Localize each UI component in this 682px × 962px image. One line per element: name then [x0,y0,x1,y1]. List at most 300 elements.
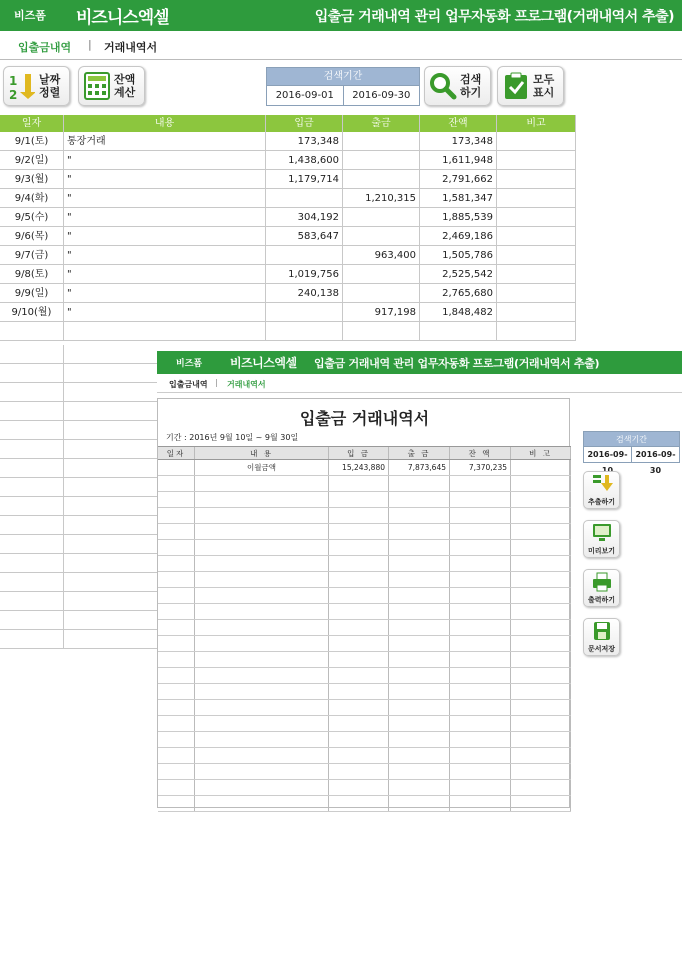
empty-row [0,364,157,383]
extract-icon [584,472,619,496]
st-empty-cell[interactable] [329,492,389,507]
cell-date[interactable] [0,322,64,340]
st-empty-cell[interactable] [450,684,511,699]
empty-cell[interactable] [0,554,64,572]
st-empty-cell[interactable] [195,716,329,731]
st-empty-cell[interactable] [158,796,195,811]
sort-by-date-button[interactable] [3,66,70,106]
statement-empty-row [158,684,571,700]
st-empty-cell[interactable] [511,588,571,603]
st-empty-cell[interactable] [158,476,195,491]
st-empty-cell[interactable] [195,508,329,523]
st-empty-cell[interactable] [329,588,389,603]
cell-balance[interactable]: 1,848,482 [420,303,497,321]
empty-row [0,573,157,592]
st-empty-cell[interactable] [158,620,195,635]
statement-empty-row [158,636,571,652]
empty-cell[interactable] [0,611,64,629]
statement-tab-separator: | [215,378,218,387]
st-empty-cell[interactable] [329,604,389,619]
statement-tab-deposit-withdrawal[interactable]: 입출금내역 [169,380,208,389]
cell-deposit[interactable] [266,303,343,321]
table-row [0,284,576,303]
cell-description[interactable]: " [64,303,266,321]
cell-balance[interactable]: 2,791,662 [420,170,497,188]
st-empty-cell[interactable] [511,524,571,539]
st-cell-date[interactable] [158,460,195,475]
st-empty-cell[interactable] [158,604,195,619]
table-row [0,227,576,246]
cell-date[interactable]: 9/6(목) [0,227,64,245]
st-empty-cell[interactable] [195,588,329,603]
st-empty-cell[interactable] [195,524,329,539]
col-balance: 잔액 [420,115,497,132]
balance-calc-button[interactable] [78,66,145,106]
cell-date[interactable]: 9/2(일) [0,151,64,169]
empty-row [0,516,157,535]
statement-empty-row [158,780,571,796]
st-empty-cell[interactable] [329,620,389,635]
st-empty-cell[interactable] [158,540,195,555]
empty-cell[interactable] [0,440,64,458]
cell-balance[interactable]: 173,348 [420,132,497,150]
cell-date[interactable]: 9/10(월) [0,303,64,321]
table-row [0,246,576,265]
st-empty-cell[interactable] [450,588,511,603]
st-empty-cell[interactable] [158,764,195,779]
cell-note[interactable] [497,227,576,245]
cell-note[interactable] [497,170,576,188]
st-empty-cell[interactable] [389,476,450,491]
st-empty-cell[interactable] [450,700,511,715]
st-empty-cell[interactable] [450,492,511,507]
cell-deposit[interactable] [266,246,343,264]
st-empty-cell[interactable] [389,492,450,507]
balance-label-1: 잔액 [114,73,136,86]
empty-row [0,440,157,459]
cell-withdrawal[interactable] [343,322,420,340]
tab-deposit-withdrawal[interactable]: 입출금내역 [18,41,72,54]
empty-row [0,592,157,611]
balance-label-2: 계산 [114,86,136,99]
cell-date[interactable]: 9/1(토) [0,132,64,150]
st-empty-cell[interactable] [450,764,511,779]
svg-text:1: 1 [9,74,18,88]
st-empty-cell[interactable] [511,636,571,651]
st-cell-balance[interactable]: 7,370,235 [450,460,511,475]
ledger-table [0,115,576,341]
app-title: 입출금 거래내역 관리 업무자동화 프로그램(거래내역서 추출) [314,9,674,25]
empty-row [0,459,157,478]
st-empty-cell[interactable] [329,764,389,779]
printer-icon [584,570,619,594]
extract-label: 추출하기 [587,498,616,506]
empty-row [0,535,157,554]
empty-cell[interactable] [0,592,64,610]
cell-date[interactable]: 9/4(화) [0,189,64,207]
st-empty-cell[interactable] [450,476,511,491]
cell-note[interactable] [497,265,576,283]
st-cell-description[interactable]: 이월금액 [195,460,329,475]
cell-date[interactable]: 9/7(금) [0,246,64,264]
st-empty-cell[interactable] [511,476,571,491]
st-empty-cell[interactable] [195,492,329,507]
st-col-deposit: 입 금 [329,447,389,459]
st-empty-cell[interactable] [389,652,450,667]
st-empty-cell[interactable] [195,540,329,555]
st-cell-deposit[interactable]: 15,243,880 [329,460,389,475]
st-empty-cell[interactable] [195,684,329,699]
st-empty-cell[interactable] [329,716,389,731]
st-empty-cell[interactable] [195,620,329,635]
cell-date[interactable]: 9/5(수) [0,208,64,226]
st-empty-cell[interactable] [389,620,450,635]
st-empty-cell[interactable] [511,508,571,523]
cell-description[interactable]: " [64,284,266,302]
st-empty-cell[interactable] [158,508,195,523]
st-empty-cell[interactable] [511,748,571,763]
empty-cell[interactable] [0,402,64,420]
st-empty-cell[interactable] [195,764,329,779]
empty-cell[interactable] [0,497,64,515]
st-empty-cell[interactable] [195,636,329,651]
st-empty-cell[interactable] [511,780,571,795]
st-empty-cell[interactable] [389,668,450,683]
cell-deposit[interactable] [266,189,343,207]
cell-withdrawal[interactable] [343,151,420,169]
cell-withdrawal[interactable]: 1,210,315 [343,189,420,207]
sort-icon [8,71,36,101]
empty-cell[interactable] [0,573,64,591]
search-icon [429,71,457,101]
st-empty-cell[interactable] [511,764,571,779]
st-empty-cell[interactable] [389,684,450,699]
st-empty-cell[interactable] [195,476,329,491]
cell-balance[interactable]: 1,505,786 [420,246,497,264]
extract-button[interactable] [583,471,620,509]
empty-cell[interactable] [0,535,64,553]
st-empty-cell[interactable] [450,556,511,571]
st-empty-cell[interactable] [450,668,511,683]
cell-deposit[interactable] [266,322,343,340]
empty-cell[interactable] [0,421,64,439]
empty-row [0,383,157,402]
st-empty-cell[interactable] [389,636,450,651]
st-empty-cell[interactable] [158,556,195,571]
statement-empty-row [158,700,571,716]
show-all-button[interactable] [497,66,564,106]
st-empty-cell[interactable] [329,732,389,747]
st-empty-cell[interactable] [511,668,571,683]
cell-deposit[interactable]: 173,348 [266,132,343,150]
cell-date[interactable]: 9/3(월) [0,170,64,188]
st-empty-cell[interactable] [195,732,329,747]
st-cell-withdrawal[interactable]: 7,873,645 [389,460,450,475]
col-deposit: 입금 [266,115,343,132]
cell-description[interactable] [64,322,266,340]
col-withdrawal: 출금 [343,115,420,132]
st-empty-cell[interactable] [195,604,329,619]
st-empty-cell[interactable] [389,508,450,523]
st-empty-cell[interactable] [450,796,511,811]
st-empty-cell[interactable] [450,540,511,555]
empty-cell[interactable] [0,630,64,648]
st-empty-cell[interactable] [450,508,511,523]
cell-description[interactable]: " [64,189,266,207]
cell-note[interactable] [497,132,576,150]
st-empty-cell[interactable] [158,492,195,507]
cell-balance[interactable]: 2,765,680 [420,284,497,302]
cell-deposit[interactable]: 1,179,714 [266,170,343,188]
st-empty-cell[interactable] [158,588,195,603]
empty-cell[interactable] [0,459,64,477]
st-empty-cell[interactable] [450,572,511,587]
st-cell-note[interactable] [511,460,571,475]
statement-period: 기간 : 2016년 9월 10일 ~ 9월 30일 [166,433,299,442]
empty-row [0,611,157,630]
cell-withdrawal[interactable] [343,284,420,302]
st-empty-cell[interactable] [329,700,389,715]
st-empty-cell[interactable] [195,748,329,763]
table-row [0,132,576,151]
cell-withdrawal[interactable] [343,265,420,283]
st-empty-cell[interactable] [511,492,571,507]
st-empty-cell[interactable] [329,572,389,587]
st-empty-cell[interactable] [158,780,195,795]
st-empty-cell[interactable] [329,668,389,683]
statement-tab-transaction[interactable]: 거래내역서 [227,380,266,389]
cell-withdrawal[interactable]: 963,400 [343,246,420,264]
ledger-header [0,115,576,132]
st-empty-cell[interactable] [511,572,571,587]
cell-deposit[interactable]: 583,647 [266,227,343,245]
st-empty-cell[interactable] [389,764,450,779]
st-empty-cell[interactable] [511,652,571,667]
statement-empty-row [158,588,571,604]
statement-empty-row [158,796,571,812]
cell-deposit[interactable]: 1,019,756 [266,265,343,283]
st-empty-cell[interactable] [158,524,195,539]
save-document-button[interactable] [583,618,620,656]
st-empty-cell[interactable] [195,652,329,667]
empty-row [0,554,157,573]
cell-description[interactable]: " [64,170,266,188]
search-label-2: 하기 [460,86,482,99]
tab-transaction-statement[interactable]: 거래내역서 [104,41,158,54]
cell-balance[interactable] [420,322,497,340]
cell-description[interactable]: 통장거래 [64,132,266,150]
print-button[interactable] [583,569,620,607]
sort-label-1: 날짜 [39,73,61,86]
st-empty-cell[interactable] [389,732,450,747]
st-empty-cell[interactable] [195,780,329,795]
search-end-date[interactable]: 2016-09-30 [352,90,411,101]
cell-note[interactable] [497,284,576,302]
search-button[interactable] [424,66,491,106]
cell-balance[interactable]: 1,885,539 [420,208,497,226]
cell-deposit[interactable]: 304,192 [266,208,343,226]
st-empty-cell[interactable] [450,780,511,795]
cell-note[interactable] [497,151,576,169]
st-empty-cell[interactable] [158,732,195,747]
st-empty-cell[interactable] [389,700,450,715]
st-empty-cell[interactable] [329,636,389,651]
checklist-icon [502,71,530,101]
save-document-label: 문서저장 [587,645,616,653]
empty-cell[interactable] [0,478,64,496]
search-start-date[interactable]: 2016-09-01 [267,86,344,105]
st-empty-cell[interactable] [511,620,571,635]
calculator-icon [83,71,111,101]
st-empty-cell[interactable] [450,716,511,731]
st-empty-cell[interactable] [195,556,329,571]
search-period-label: 검색기간 [267,68,419,86]
cell-description[interactable]: " [64,208,266,226]
table-row [0,265,576,284]
st-empty-cell[interactable] [511,684,571,699]
statement-empty-row [158,620,571,636]
empty-cell[interactable] [0,364,64,382]
cell-withdrawal[interactable] [343,170,420,188]
cell-deposit[interactable]: 1,438,600 [266,151,343,169]
statement-document [157,398,570,808]
side-start-date[interactable]: 2016-09- [584,447,632,463]
st-empty-cell[interactable] [389,716,450,731]
cell-withdrawal[interactable] [343,227,420,245]
cell-description[interactable]: " [64,265,266,283]
sheet-tabs [0,31,682,60]
st-empty-cell[interactable] [389,572,450,587]
st-empty-cell[interactable] [158,716,195,731]
st-empty-cell[interactable] [450,524,511,539]
statement-empty-row [158,668,571,684]
table-row [0,189,576,208]
st-empty-cell[interactable] [158,668,195,683]
st-empty-cell[interactable] [511,716,571,731]
empty-cell[interactable] [0,345,64,363]
cell-withdrawal[interactable]: 917,198 [343,303,420,321]
st-empty-cell[interactable] [511,540,571,555]
st-empty-cell[interactable] [158,748,195,763]
empty-row [0,478,157,497]
col-date: 일자 [0,115,64,132]
sort-label-2: 정렬 [39,86,61,99]
cell-balance[interactable]: 2,525,542 [420,265,497,283]
st-empty-cell[interactable] [158,652,195,667]
st-empty-cell[interactable] [511,796,571,811]
cell-withdrawal[interactable] [343,208,420,226]
st-empty-cell[interactable] [195,572,329,587]
cell-note[interactable] [497,208,576,226]
cell-description[interactable]: " [64,151,266,169]
st-empty-cell[interactable] [195,796,329,811]
empty-cell[interactable] [0,516,64,534]
st-empty-cell[interactable] [511,700,571,715]
floppy-disk-icon [584,619,619,643]
st-empty-cell[interactable] [511,732,571,747]
statement-empty-row [158,572,571,588]
st-empty-cell[interactable] [511,556,571,571]
st-empty-cell[interactable] [329,476,389,491]
st-empty-cell[interactable] [329,652,389,667]
st-empty-cell[interactable] [329,780,389,795]
st-empty-cell[interactable] [450,748,511,763]
statement-empty-row [158,508,571,524]
st-empty-cell[interactable] [450,604,511,619]
st-empty-cell[interactable] [158,636,195,651]
st-empty-cell[interactable] [450,732,511,747]
cell-date[interactable]: 9/8(토) [0,265,64,283]
cell-deposit[interactable]: 240,138 [266,284,343,302]
st-empty-cell[interactable] [329,524,389,539]
st-empty-cell[interactable] [329,748,389,763]
cell-withdrawal[interactable] [343,132,420,150]
statement-empty-row [158,652,571,668]
cell-description[interactable]: " [64,246,266,264]
statement-title: 입출금 거래내역서 [299,409,430,428]
st-empty-cell[interactable] [450,620,511,635]
st-empty-cell[interactable] [329,540,389,555]
st-empty-cell[interactable] [450,652,511,667]
cell-note[interactable] [497,189,576,207]
st-col-balance: 잔 액 [450,447,511,459]
st-empty-cell[interactable] [389,748,450,763]
empty-cell[interactable] [0,383,64,401]
st-empty-cell[interactable] [389,556,450,571]
st-empty-cell[interactable] [389,588,450,603]
st-empty-cell[interactable] [158,700,195,715]
st-empty-cell[interactable] [389,780,450,795]
preview-button[interactable] [583,520,620,558]
st-empty-cell[interactable] [329,684,389,699]
cell-note[interactable] [497,303,576,321]
side-end-date[interactable]: 2016-09-30 [635,450,676,475]
statement-empty-row [158,556,571,572]
st-empty-cell[interactable] [511,604,571,619]
col-note: 비고 [497,115,576,132]
monitor-icon [584,521,619,545]
cell-note[interactable] [497,246,576,264]
table-row [0,208,576,227]
st-empty-cell[interactable] [450,636,511,651]
st-empty-cell[interactable] [389,524,450,539]
st-empty-cell[interactable] [389,796,450,811]
st-empty-cell[interactable] [329,556,389,571]
empty-row [0,421,157,440]
st-empty-cell[interactable] [329,508,389,523]
cell-date[interactable]: 9/9(일) [0,284,64,302]
cell-balance[interactable]: 2,469,186 [420,227,497,245]
showall-label-1: 모두 [533,73,555,86]
ledger-empty-rows [0,345,157,649]
empty-row [0,345,157,364]
st-empty-cell[interactable] [389,604,450,619]
st-empty-cell[interactable] [329,796,389,811]
showall-label-2: 표시 [533,86,555,99]
statement-empty-row [158,492,571,508]
st-empty-cell[interactable] [195,700,329,715]
statement-banner [157,351,682,374]
st-empty-cell[interactable] [195,668,329,683]
cell-balance[interactable]: 1,611,948 [420,151,497,169]
statement-empty-row [158,476,571,492]
st-empty-cell[interactable] [389,540,450,555]
st-empty-cell[interactable] [158,684,195,699]
cell-balance[interactable]: 1,581,347 [420,189,497,207]
cell-description[interactable]: " [64,227,266,245]
st-empty-cell[interactable] [158,572,195,587]
cell-note[interactable] [497,322,576,340]
